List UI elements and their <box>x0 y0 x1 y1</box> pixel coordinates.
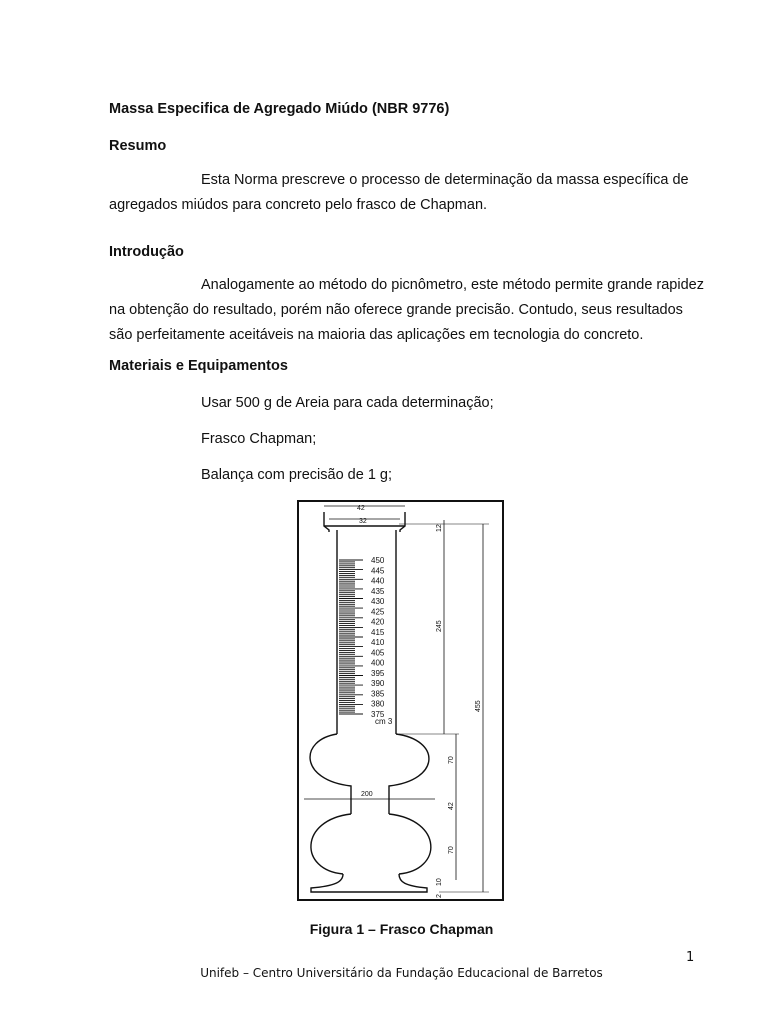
page-number: 1 <box>686 950 695 965</box>
dim-base-a: 10 <box>436 878 443 886</box>
dim-neck: 42 <box>448 802 455 810</box>
paragraph-line: Esta Norma prescreve o processo de determinação da massa específica de <box>201 172 689 188</box>
list-item: Frasco Chapman; <box>201 431 317 447</box>
dim-inner-width: 32 <box>359 518 367 525</box>
scale-label: 435 <box>371 586 385 596</box>
scale-label: 390 <box>371 679 385 689</box>
scale-label: 420 <box>371 617 385 627</box>
paragraph-line: Analogamente ao método do picnômetro, este método permite grande rapidez <box>201 277 704 293</box>
section-heading-resumo: Resumo <box>109 138 167 154</box>
scale-labels <box>371 556 385 719</box>
paragraph-line: na obtenção do resultado, porém não oferece grande precisão. Contudo, seus resultados <box>109 302 683 318</box>
dim-total: 455 <box>475 700 482 712</box>
paragraph-line: são perfeitamente aceitáveis na maioria das aplicações em tecnologia do concreto. <box>109 327 644 343</box>
scale-label: 410 <box>371 638 385 648</box>
scale-label: 400 <box>371 658 385 668</box>
scale-label: 380 <box>371 699 385 709</box>
section-heading-introducao: Introdução <box>109 244 184 260</box>
list-item: Balança com precisão de 1 g; <box>201 467 393 483</box>
scale-label: 405 <box>371 648 385 658</box>
chapman-flask-drawing <box>299 502 502 899</box>
footer: Unifeb – Centro Universitário da Fundação Educacional de Barretos <box>200 966 603 980</box>
section-heading-materiais: Materiais e Equipamentos <box>109 358 288 374</box>
dim-top: 12 <box>436 524 443 532</box>
list-item: Usar 500 g de Areia para cada determinação; <box>201 395 494 411</box>
figure-caption: Figura 1 – Frasco Chapman <box>309 921 494 937</box>
scale-label: 395 <box>371 668 385 678</box>
scale-label: 445 <box>371 566 385 576</box>
scale-label: 375 <box>371 710 385 719</box>
scale-label: 415 <box>371 627 385 637</box>
scale-label: 430 <box>371 597 385 607</box>
paragraph-resumo <box>109 168 709 218</box>
dim-top-width: 42 <box>357 505 365 512</box>
scale-label: 450 <box>371 556 385 565</box>
scale-label: 425 <box>371 607 385 617</box>
scale-label: 440 <box>371 576 385 586</box>
dim-upper-bulb: 70 <box>448 756 455 764</box>
document-title: Massa Especifica de Agregado Miúdo (NBR 9776) <box>109 101 450 117</box>
figure-chapman-flask <box>297 500 504 901</box>
unit-label: cm 3 <box>375 717 393 726</box>
dim-base-b: 2 <box>436 894 443 898</box>
dim-bulb-width: 200 <box>361 791 373 798</box>
scale-label: 385 <box>371 689 385 699</box>
dim-lower-bulb: 70 <box>448 846 455 854</box>
paragraph-line: agregados miúdos para concreto pelo frasco de Chapman. <box>109 197 488 213</box>
dim-scale: 245 <box>436 620 443 632</box>
scale-ticks <box>339 560 363 714</box>
paragraph-introducao <box>109 273 709 348</box>
